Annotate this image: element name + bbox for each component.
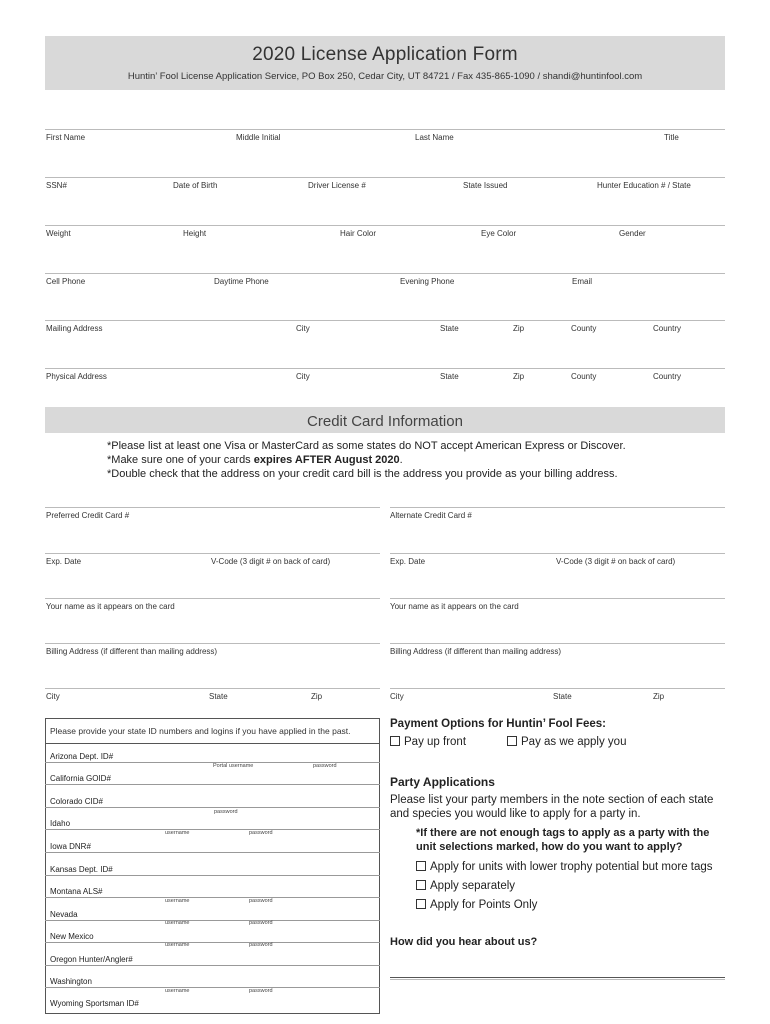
apply-separately-checkbox[interactable] [416,880,426,890]
driver-license-field[interactable]: Driver License # [308,181,366,190]
left-name-row [45,598,380,612]
hear-about-us-question: How did you hear about us? [390,936,538,948]
hair-color-field[interactable]: Hair Color [340,229,377,238]
ssn-field[interactable]: SSN# [46,181,67,190]
new-mexico-password-label: password [249,942,273,948]
right-billing-address-field[interactable]: Billing Address (if different than mailing address) [390,647,562,656]
physical-address-field[interactable]: Physical Address [46,372,107,381]
points-only-option[interactable] [416,899,537,911]
hunter-education-field[interactable]: Hunter Education # / State [597,181,691,190]
preferred-card-field[interactable]: Preferred Credit Card # [46,511,130,520]
mailing-city-field[interactable]: City [296,324,310,333]
left-billing-address-field[interactable]: Billing Address (if different than mailing address) [46,647,218,656]
left-vcode-field[interactable]: V-Code (3 digit # on back of card) [211,557,331,566]
personal-row-mailing [45,320,725,334]
left-exp-date-field[interactable]: Exp. Date [46,557,82,566]
nevada-id-field[interactable]: Nevada [50,910,78,919]
left-zip-field[interactable]: Zip [311,692,323,701]
personal-row-physical [45,225,725,239]
credit-note-expiry-bold: expires AFTER August 2020 [253,454,400,466]
email-field[interactable]: Email [572,277,593,286]
divider [45,807,380,808]
washington-id-field[interactable]: Washington [50,977,92,986]
idaho-password-label: password [249,830,273,836]
left-city-row [45,688,380,702]
gender-field[interactable]: Gender [619,229,646,238]
hear-about-us-field[interactable] [390,977,725,978]
form-title: 2020 License Application Form [252,44,518,65]
right-vcode-field[interactable]: V-Code (3 digit # on back of card) [556,557,676,566]
oregon-id-field[interactable]: Oregon Hunter/Angler# [50,955,133,964]
state-id-heading: Please provide your state ID numbers and logins if you have applied in the past. [45,718,380,744]
mailing-zip-field[interactable]: Zip [513,324,525,333]
divider [45,784,380,785]
alternate-card-field[interactable]: Alternate Credit Card # [390,511,472,520]
party-description-line1: Please list your party members in the note section of each state [390,794,714,806]
physical-state-field[interactable]: State [440,372,459,381]
personal-row-ids [45,177,725,191]
left-card-name-field[interactable]: Your name as it appears on the card [46,602,175,611]
montana-password-label: password [249,898,273,904]
wyoming-id-field[interactable]: Wyoming Sportsman ID# [50,999,139,1008]
credit-note-visa: *Please list at least one Visa or MasterCard as some states do NOT accept American Express or Discover. [107,440,626,452]
left-city-field[interactable]: City [46,692,60,701]
pay-as-we-apply-label: Pay as we apply you [521,736,627,748]
pay-as-we-apply-option[interactable] [507,736,626,748]
height-field[interactable]: Height [183,229,207,238]
party-description-line2: and species you would like to apply for a party in. [390,808,641,820]
party-question-line2: unit selections marked, how do you want to apply? [416,841,683,853]
new-mexico-id-field[interactable]: New Mexico [50,932,94,941]
dob-field[interactable]: Date of Birth [173,181,218,190]
physical-zip-field[interactable]: Zip [513,372,525,381]
mailing-state-field[interactable]: State [440,324,459,333]
mailing-country-field[interactable]: Country [653,324,682,333]
left-exp-row [45,553,380,567]
apply-separately-label: Apply separately [430,880,516,892]
washington-password-label: password [249,988,273,994]
right-city-row [390,688,725,702]
right-zip-field[interactable]: Zip [653,692,665,701]
daytime-phone-field[interactable]: Daytime Phone [214,277,269,286]
divider [45,987,380,988]
title-field[interactable]: Title [664,133,679,142]
middle-initial-field[interactable]: Middle Initial [236,133,281,142]
arizona-password-label: password [313,763,337,769]
pay-up-front-option[interactable] [390,736,466,748]
party-question-line1: *If there are not enough tags to apply as a party with the [416,827,710,839]
right-city-field[interactable]: City [390,692,404,701]
party-applications-heading: Party Applications [390,775,495,789]
credit-note-expiry: *Make sure one of your cards expires AFTER August 2020. [107,454,403,466]
pay-up-front-checkbox[interactable] [390,736,400,746]
credit-note-billing: *Double check that the address on your credit card bill is the address you provide as your billing address. [107,468,618,480]
nevada-password-label: password [249,920,273,926]
kansas-id-field[interactable]: Kansas Dept. ID# [50,865,113,874]
hear-about-us-underline [390,979,725,980]
points-only-checkbox[interactable] [416,899,426,909]
idaho-username-label: username [165,830,190,836]
apply-separately-option[interactable] [416,880,515,892]
physical-city-field[interactable]: City [296,372,310,381]
left-state-field[interactable]: State [209,692,228,701]
arizona-id-field[interactable]: Arizona Dept. ID# [50,752,114,761]
lower-trophy-label: Apply for units with lower trophy potential but more tags [430,861,713,873]
credit-card-title: Credit Card Information [307,413,463,430]
pay-as-we-apply-checkbox[interactable] [507,736,517,746]
right-exp-row [390,553,725,567]
new-mexico-username-label: username [165,942,190,948]
montana-username-label: username [165,898,190,904]
right-state-field[interactable]: State [553,692,572,701]
mailing-county-field[interactable]: County [571,324,597,333]
right-exp-date-field[interactable]: Exp. Date [390,557,426,566]
idaho-id-field[interactable]: Idaho [50,819,71,828]
preferred-card-row [45,507,380,521]
divider [45,897,380,898]
personal-row-name [45,129,725,143]
right-name-row [390,598,725,612]
eye-color-field[interactable]: Eye Color [481,229,517,238]
divider [45,942,380,943]
weight-field[interactable]: Weight [46,229,71,238]
california-id-field[interactable]: California GOID# [50,774,111,783]
state-issued-field[interactable]: State Issued [463,181,508,190]
evening-phone-field[interactable]: Evening Phone [400,277,455,286]
physical-country-field[interactable]: Country [653,372,682,381]
physical-county-field[interactable]: County [571,372,597,381]
iowa-id-field[interactable]: Iowa DNR# [50,842,91,851]
lower-trophy-option[interactable] [416,861,713,873]
divider [45,829,380,830]
mailing-address-field[interactable]: Mailing Address [46,324,103,333]
cell-phone-field[interactable]: Cell Phone [46,277,86,286]
lower-trophy-checkbox[interactable] [416,861,426,871]
divider [45,852,380,853]
pay-up-front-label: Pay up front [404,736,467,748]
arizona-portal-username-label: Portal username [213,763,254,769]
left-billing-row [45,643,380,657]
form-subtitle: Huntin’ Fool License Application Service, PO Box 250, Cedar City, UT 84721 / Fax 435-865-1090 / shandi@huntinfool.com [127,71,643,82]
first-name-field[interactable]: First Name [46,133,86,142]
divider [45,920,380,921]
last-name-field[interactable]: Last Name [415,133,454,142]
colorado-id-field[interactable]: Colorado CID# [50,797,103,806]
payment-options-heading: Payment Options for Huntin’ Fool Fees: [390,718,606,730]
personal-row-physical-address [45,368,725,382]
right-card-name-field[interactable]: Your name as it appears on the card [390,602,519,611]
colorado-password-label: password [214,809,238,815]
nevada-username-label: username [165,920,190,926]
alternate-card-row [390,507,725,521]
montana-id-field[interactable]: Montana ALS# [50,887,103,896]
divider [45,965,380,966]
right-billing-row [390,643,725,657]
divider [45,875,380,876]
personal-row-contact [45,273,725,287]
washington-username-label: username [165,988,190,994]
points-only-label: Apply for Points Only [430,899,538,911]
